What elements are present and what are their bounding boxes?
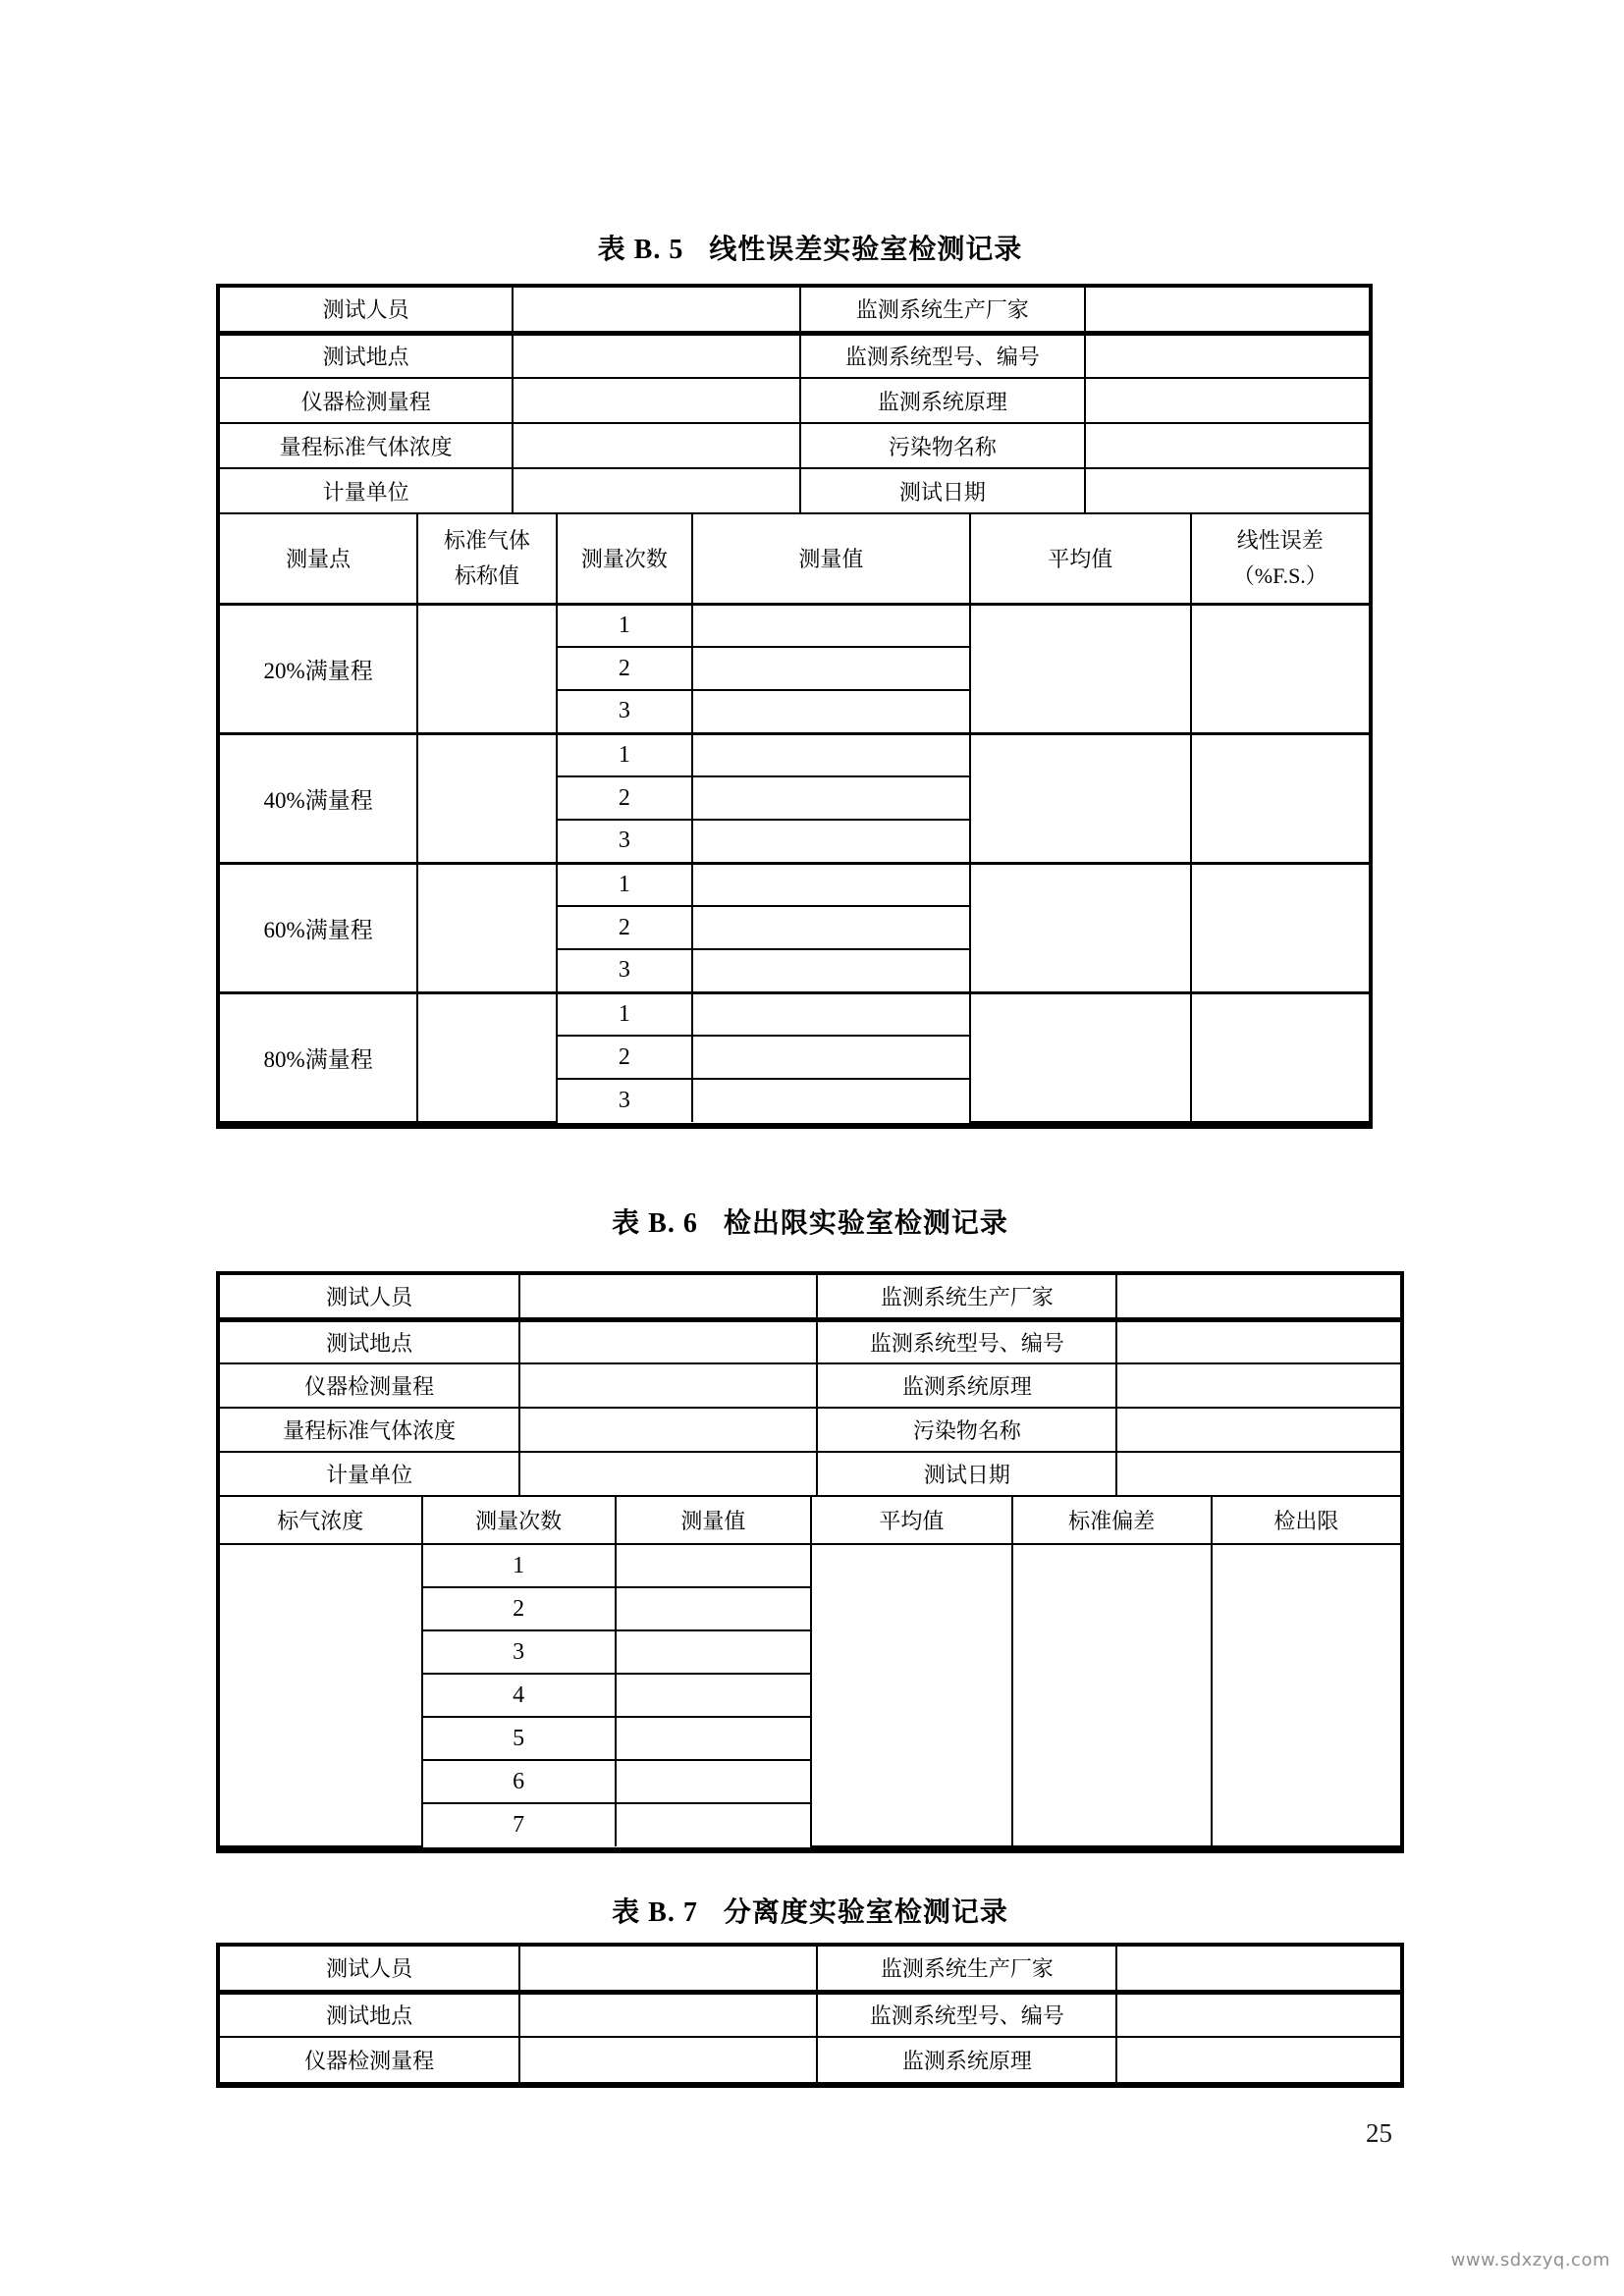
b5-info-label: 监测系统型号、编号 [800,333,1085,378]
b7-info-value [519,1947,817,1992]
b6-trial-number: 1 [422,1544,616,1587]
table-row [220,333,1369,378]
b5-measure-table [220,514,1369,1123]
b5-nominal-cell [417,604,557,733]
b6-header-row [220,1497,1400,1544]
table-b6-caption: 检出限实验室检测记录 [723,1208,1008,1239]
b6-col-average: 平均值 [811,1497,1011,1544]
b7-info-value [1116,2037,1400,2082]
b6-info-value [519,1452,817,1496]
b5-trial-value [692,690,970,733]
page-number: 25 [1366,2118,1392,2148]
table-row [220,604,1369,647]
b5-col-trial: 测量次数 [557,514,692,604]
watermark: www.sdxzyq.com [1450,2250,1610,2270]
b5-info-value [513,378,800,423]
b5-linearity-cell [1191,604,1369,733]
table-row [220,288,1369,333]
table-row [220,468,1369,513]
table-b6-title [216,1201,1404,1241]
b6-trial-number: 6 [422,1760,616,1803]
b7-info-value [519,1992,817,2037]
b5-col-nominal: 标准气体 标称值 [417,514,557,604]
b6-info-label: 监测系统生产厂家 [817,1275,1116,1319]
b6-info-value [519,1319,817,1363]
b6-measure-table [220,1497,1400,1847]
b5-trial-number: 2 [557,906,692,949]
b5-trial-number: 3 [557,949,692,992]
table-row [220,1408,1400,1452]
b5-trial-value [692,820,970,863]
b5-trial-value [692,647,970,690]
b5-linearity-cell [1191,733,1369,863]
b6-trial-number: 5 [422,1717,616,1760]
b6-info-value [1116,1408,1400,1452]
b6-info-value [519,1275,817,1319]
b5-trial-number: 1 [557,992,692,1036]
b5-trial-number: 3 [557,820,692,863]
b5-info-value [513,288,800,333]
b6-info-label: 监测系统型号、编号 [817,1319,1116,1363]
b7-info-label: 监测系统原理 [817,2037,1116,2082]
b5-trial-number: 3 [557,1079,692,1122]
b6-col-detection-limit: 检出限 [1212,1497,1400,1544]
b5-trial-value [692,992,970,1036]
b5-trial-value [692,949,970,992]
b5-info-value [1085,288,1369,333]
b6-trial-value [616,1630,812,1674]
b5-info-value [513,468,800,513]
b6-trial-number: 4 [422,1674,616,1717]
b5-trial-value [692,1079,970,1122]
b5-trial-number: 2 [557,1036,692,1079]
b5-trial-number: 1 [557,604,692,647]
b5-trial-number: 1 [557,733,692,776]
b5-info-value [1085,378,1369,423]
table-row [220,1452,1400,1496]
b6-trial-value [616,1760,812,1803]
b6-info-value [519,1408,817,1452]
b6-trial-number: 2 [422,1587,616,1630]
b5-col-value: 测量值 [692,514,970,604]
b5-trial-number: 2 [557,776,692,820]
b6-info-value [1116,1363,1400,1408]
b6-info-label: 污染物名称 [817,1408,1116,1452]
table-b7-number: 表 B. 7 [612,1897,698,1928]
b5-col-point: 测量点 [220,514,417,604]
b5-col-average: 平均值 [970,514,1191,604]
b5-info-label: 测试地点 [220,333,513,378]
b6-col-trial: 测量次数 [422,1497,616,1544]
b6-info-label: 监测系统原理 [817,1363,1116,1408]
b5-point-60: 60%满量程 [220,863,417,992]
table-b7-title [216,1891,1404,1930]
b5-point-80: 80%满量程 [220,992,417,1122]
b5-average-cell [970,733,1191,863]
b5-trial-value [692,863,970,906]
b5-info-label: 测试日期 [800,468,1085,513]
b6-info-value [1116,1319,1400,1363]
b5-linearity-cell [1191,992,1369,1122]
b7-info-value [519,2037,817,2082]
b5-info-table [220,288,1369,514]
b5-info-label: 测试人员 [220,288,513,333]
table-b7-caption: 分离度实验室检测记录 [723,1897,1008,1928]
b6-info-label: 计量单位 [220,1452,519,1496]
b5-trial-value [692,776,970,820]
b5-info-label: 仪器检测量程 [220,378,513,423]
table-row [220,1319,1400,1363]
b6-info-table [220,1275,1400,1497]
b5-average-cell [970,863,1191,992]
b5-trial-number: 1 [557,863,692,906]
b6-trial-number: 7 [422,1803,616,1846]
table-row [220,1544,1400,1587]
b5-trial-value [692,1036,970,1079]
b6-info-label: 量程标准气体浓度 [220,1408,519,1452]
b5-info-label: 量程标准气体浓度 [220,423,513,468]
b5-point-20: 20%满量程 [220,604,417,733]
table-row [220,378,1369,423]
b6-concentration-cell [220,1544,422,1846]
b5-info-value [513,423,800,468]
b5-info-value [513,333,800,378]
b5-col-linearity: 线性误差 （%F.S.） [1191,514,1369,604]
b7-info-label: 测试地点 [220,1992,519,2037]
b5-info-value [1085,423,1369,468]
b7-info-label: 测试人员 [220,1947,519,1992]
b6-info-label: 仪器检测量程 [220,1363,519,1408]
b5-trial-number: 3 [557,690,692,733]
b7-info-label: 仪器检测量程 [220,2037,519,2082]
b5-trial-value [692,733,970,776]
b6-trial-number: 3 [422,1630,616,1674]
b5-info-label: 监测系统生产厂家 [800,288,1085,333]
b5-nominal-cell [417,733,557,863]
b6-col-concentration: 标气浓度 [220,1497,422,1544]
b5-info-label: 监测系统原理 [800,378,1085,423]
table-row [220,1992,1400,2037]
b7-info-value [1116,1947,1400,1992]
b6-info-value [1116,1275,1400,1319]
b6-col-stddev: 标准偏差 [1012,1497,1212,1544]
b6-average-cell [811,1544,1011,1846]
b6-info-label: 测试地点 [220,1319,519,1363]
table-row [220,863,1369,906]
b6-info-label: 测试人员 [220,1275,519,1319]
b7-info-label: 监测系统生产厂家 [817,1947,1116,1992]
table-b5 [216,284,1373,1129]
b5-average-cell [970,604,1191,733]
b5-linearity-cell [1191,863,1369,992]
b6-col-value: 测量值 [616,1497,812,1544]
b7-info-label: 监测系统型号、编号 [817,1992,1116,2037]
table-row [220,2037,1400,2082]
b6-info-value [519,1363,817,1408]
b5-info-label: 计量单位 [220,468,513,513]
table-row [220,423,1369,468]
table-row [220,992,1369,1036]
b5-trial-number: 2 [557,647,692,690]
table-b5-caption: 线性误差实验室检测记录 [709,235,1023,265]
table-row [220,1947,1400,1992]
b6-info-label: 测试日期 [817,1452,1116,1496]
table-b5-title [216,228,1404,267]
b6-stddev-cell [1012,1544,1212,1846]
b5-nominal-cell [417,992,557,1122]
b6-trial-value [616,1674,812,1717]
table-row [220,733,1369,776]
b5-info-value [1085,468,1369,513]
b5-trial-value [692,604,970,647]
table-b5-number: 表 B. 5 [597,235,684,265]
table-b6-number: 表 B. 6 [612,1208,698,1239]
b7-info-value [1116,1992,1400,2037]
b5-average-cell [970,992,1191,1122]
b5-point-40: 40%满量程 [220,733,417,863]
table-b7 [216,1943,1404,2088]
b5-info-label: 污染物名称 [800,423,1085,468]
b5-nominal-cell [417,863,557,992]
b5-info-value [1085,333,1369,378]
table-row [220,1275,1400,1319]
table-row [220,1363,1400,1408]
b7-info-table [220,1947,1400,2082]
b6-info-value [1116,1452,1400,1496]
b6-detection-limit-cell [1212,1544,1400,1846]
b6-trial-value [616,1717,812,1760]
table-b6 [216,1271,1404,1853]
b6-trial-value [616,1587,812,1630]
b6-trial-value [616,1803,812,1846]
b6-trial-value [616,1544,812,1587]
b5-trial-value [692,906,970,949]
b5-header-row [220,514,1369,604]
